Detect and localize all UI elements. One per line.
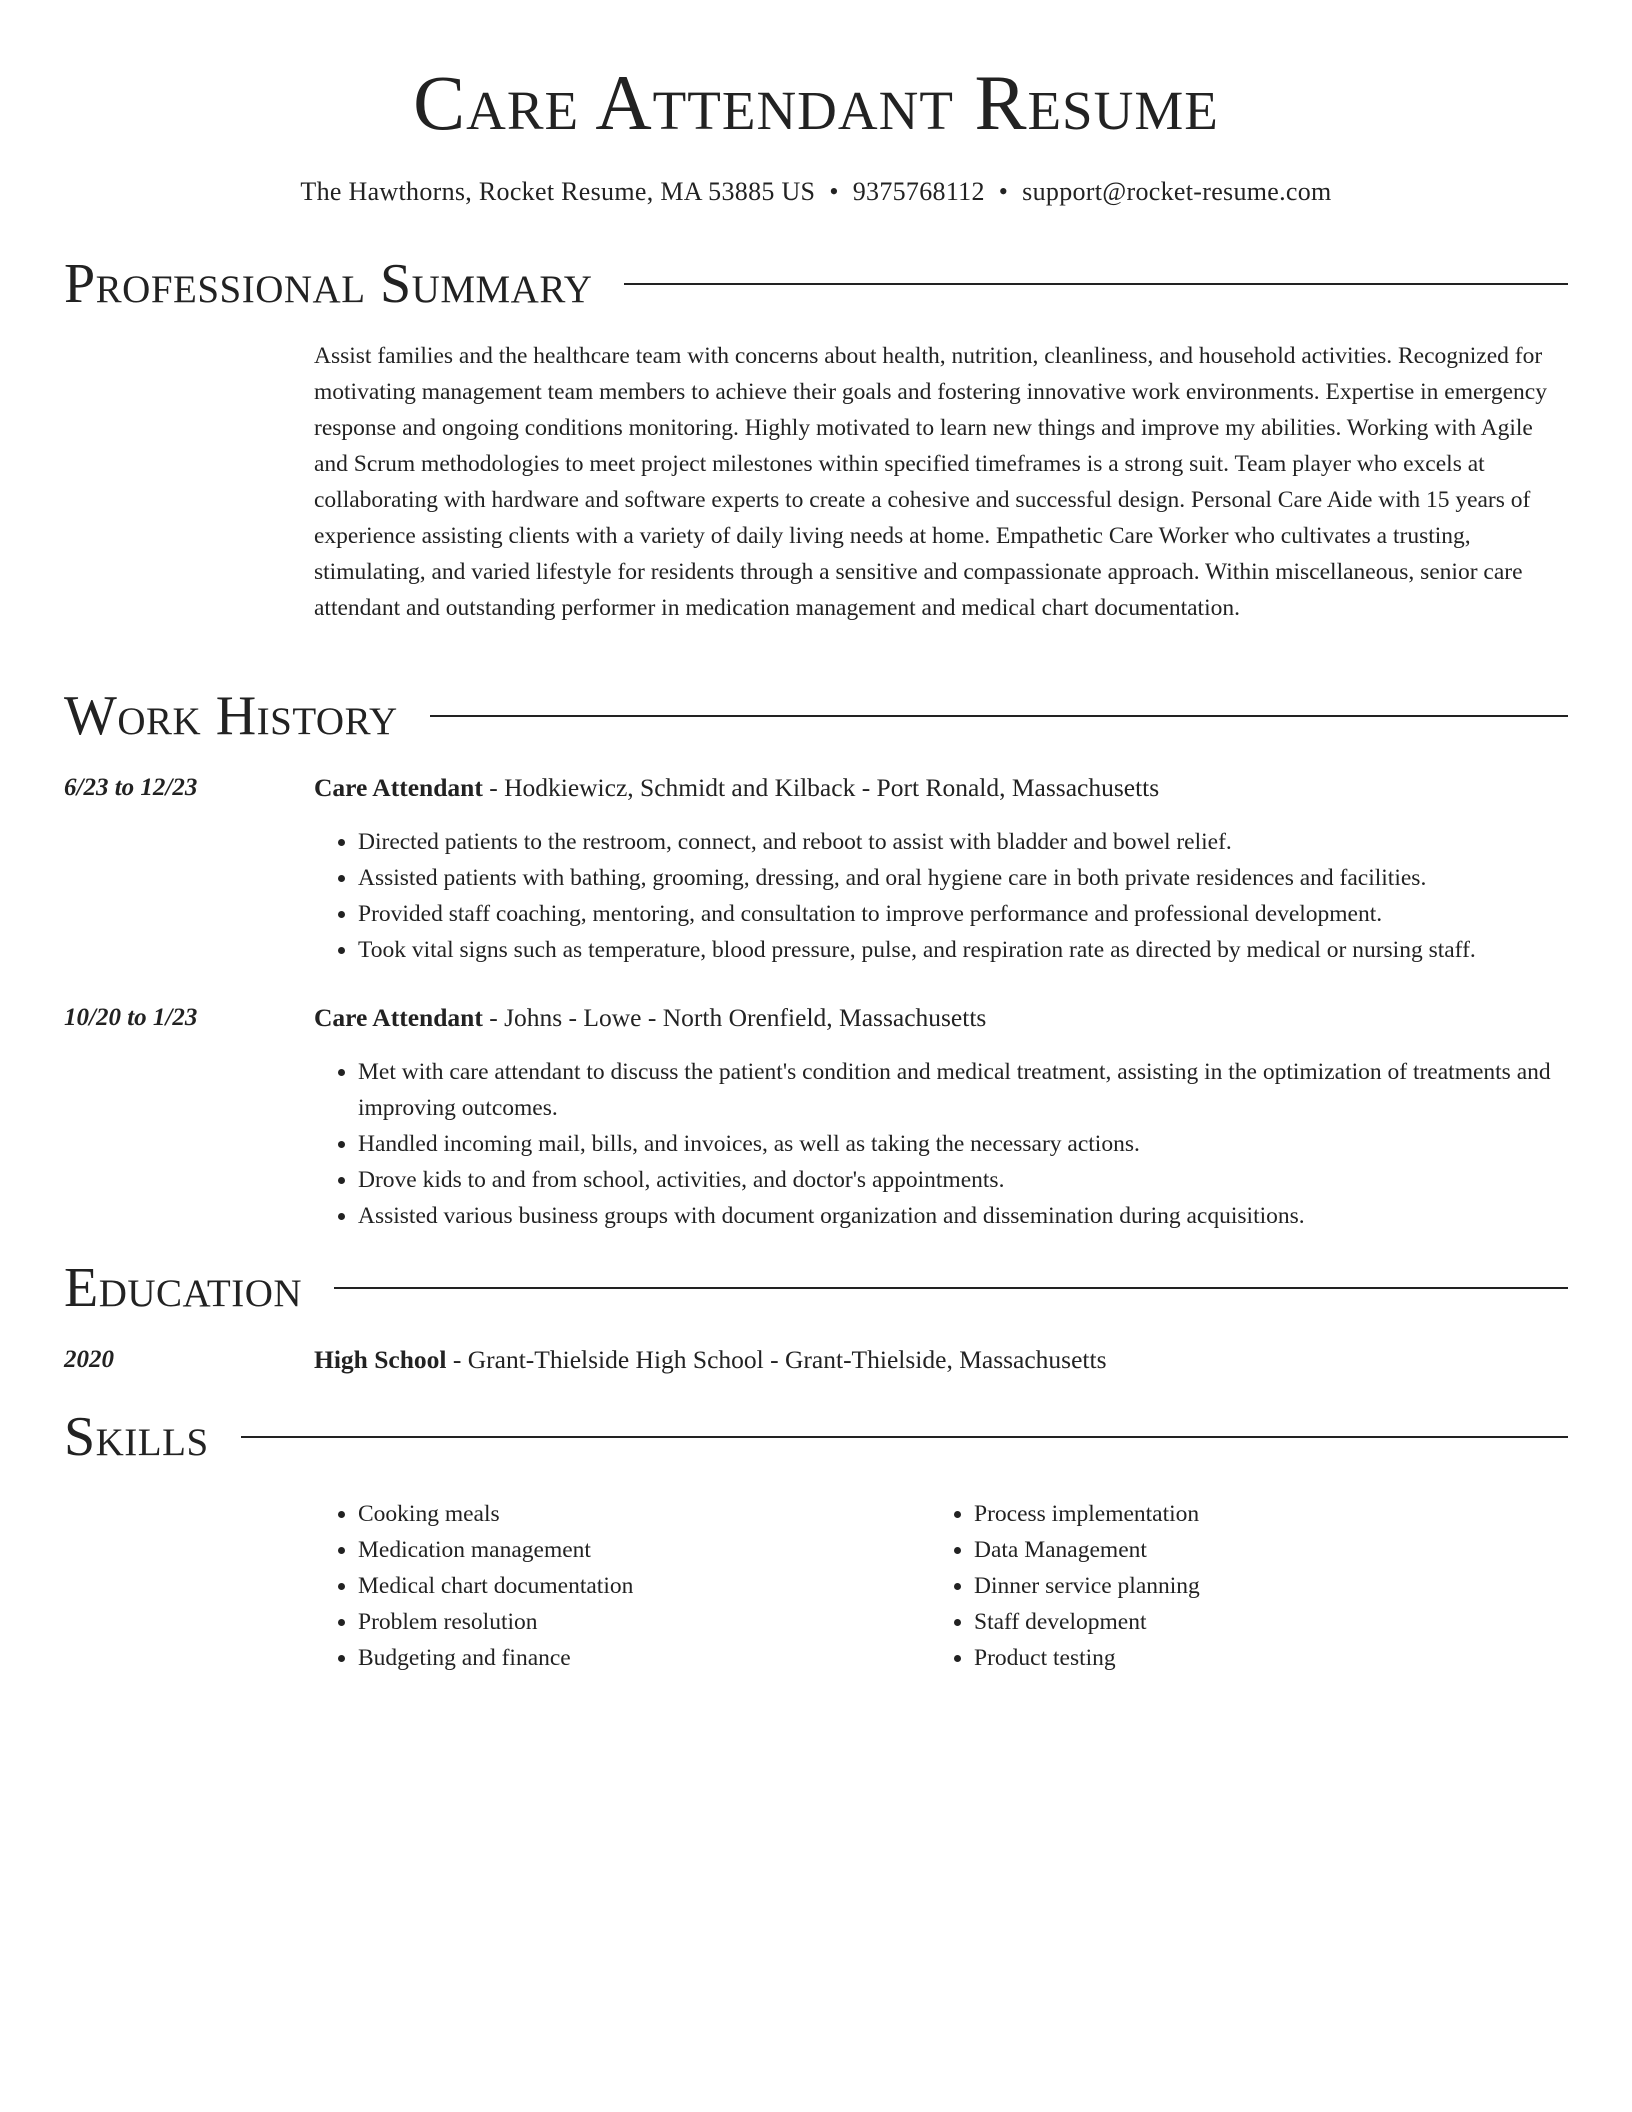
education-date: 2020 xyxy=(64,1346,114,1373)
job-duty: • Directed patients to the restroom, connect, and reboot to assist with bladder and bowel relief. xyxy=(358,824,1568,860)
skill-item: • Cooking meals xyxy=(358,1496,930,1532)
contact-line xyxy=(0,175,1632,209)
skill-item: • Medical chart documentation xyxy=(358,1568,930,1604)
work-history-section-header xyxy=(64,684,1568,748)
job-title: Care Attendant xyxy=(314,773,483,802)
job-title: Care Attendant xyxy=(314,1003,483,1032)
education-section-header xyxy=(64,1256,1568,1320)
job-employer: - Johns - Lowe - North Orenfield, Massachusetts xyxy=(482,1003,987,1032)
bullet-separator: • xyxy=(998,177,1009,206)
education-heading: Education xyxy=(64,1257,303,1319)
section-divider xyxy=(241,1436,1568,1438)
contact-address: The Hawthorns, Rocket Resume, MA 53885 US xyxy=(300,177,816,206)
summary-heading: Professional Summary xyxy=(64,253,593,315)
job-employer: - Hodkiewicz, Schmidt and Kilback - Port Ronald, Massachusetts xyxy=(482,773,1160,802)
bullet-separator: • xyxy=(829,177,839,206)
contact-email: support@rocket-resume.com xyxy=(1022,177,1332,206)
skill-item: • Process implementation xyxy=(974,1496,1546,1532)
section-divider xyxy=(430,715,1568,717)
job-duty: • Met with care attendant to discuss the patient's condition and medical treatment, assisting in the optimization of treatments and improving outcomes. xyxy=(358,1054,1568,1126)
job-date: 10/20 to 1/23 xyxy=(64,1004,198,1031)
summary-section-header xyxy=(64,252,1568,316)
skill-item: • Medication management xyxy=(358,1532,930,1568)
job-heading xyxy=(314,1000,986,1036)
skill-item: • Data Management xyxy=(974,1532,1546,1568)
education-school: - Grant-Thielside High School - Grant-Thielside, Massachusetts xyxy=(446,1345,1107,1374)
job-date: 6/23 to 12/23 xyxy=(64,774,198,801)
section-divider xyxy=(334,1287,1568,1289)
contact-phone: 9375768112 xyxy=(852,177,985,206)
job-duties-list xyxy=(314,824,1568,968)
skills-heading: Skills xyxy=(64,1406,209,1468)
skills-list-right xyxy=(930,1496,1546,1676)
job-duty: • Drove kids to and from school, activities, and doctor's appointments. xyxy=(358,1162,1568,1198)
skill-item: • Staff development xyxy=(974,1604,1546,1640)
skill-item: • Budgeting and finance xyxy=(358,1640,930,1676)
education-degree: High School xyxy=(314,1345,447,1374)
skill-item: • Product testing xyxy=(974,1640,1546,1676)
job-duty: • Took vital signs such as temperature, blood pressure, pulse, and respiration rate as directed by medical or nursing staff. xyxy=(358,932,1568,968)
work-history-heading: Work History xyxy=(64,685,398,747)
job-duty: • Assisted patients with bathing, grooming, dressing, and oral hygiene care in both private residences and facilities. xyxy=(358,860,1568,896)
job-duty: • Assisted various business groups with document organization and dissemination during acquisitions. xyxy=(358,1198,1568,1234)
job-duty: • Handled incoming mail, bills, and invoices, as well as taking the necessary actions. xyxy=(358,1126,1568,1162)
skills-list-left xyxy=(314,1496,930,1676)
skill-item: • Problem resolution xyxy=(358,1604,930,1640)
resume-title: Care Attendant Resume xyxy=(413,59,1219,146)
summary-text: Assist families and the healthcare team with concerns about health, nutrition, cleanliness, and household activities. Recognized for motivating management team members to achieve their goals and fostering innovative work environments. Expertise in emergency response and ongoing conditions monitoring. Highly motivated to learn new things and improve my abilities. Working with Agile and Scrum methodologies to meet project milestones within specified timeframes is a strong suit. Team player who excels at collaborating with hardware and software experts to create a cohesive and successful design. Personal Care Aide with 15 years of experience assisting clients with a variety of daily living needs at home. Empathetic Care Worker who cultivates a trusting, stimulating, and varied lifestyle for residents through a sensitive and compassionate approach. Within miscellaneous, senior care attendant and outstanding performer in medication management and medical chart documentation. xyxy=(314,343,1547,621)
job-duty: • Provided staff coaching, mentoring, and consultation to improve performance and professional development. xyxy=(358,896,1568,932)
job-heading xyxy=(314,770,1159,806)
skills-section-header xyxy=(64,1405,1568,1469)
skills-grid xyxy=(314,1496,1568,1676)
skill-item: • Dinner service planning xyxy=(974,1568,1546,1604)
section-divider xyxy=(624,283,1568,285)
education-heading-line xyxy=(314,1342,1107,1378)
job-duties-list xyxy=(314,1054,1568,1234)
